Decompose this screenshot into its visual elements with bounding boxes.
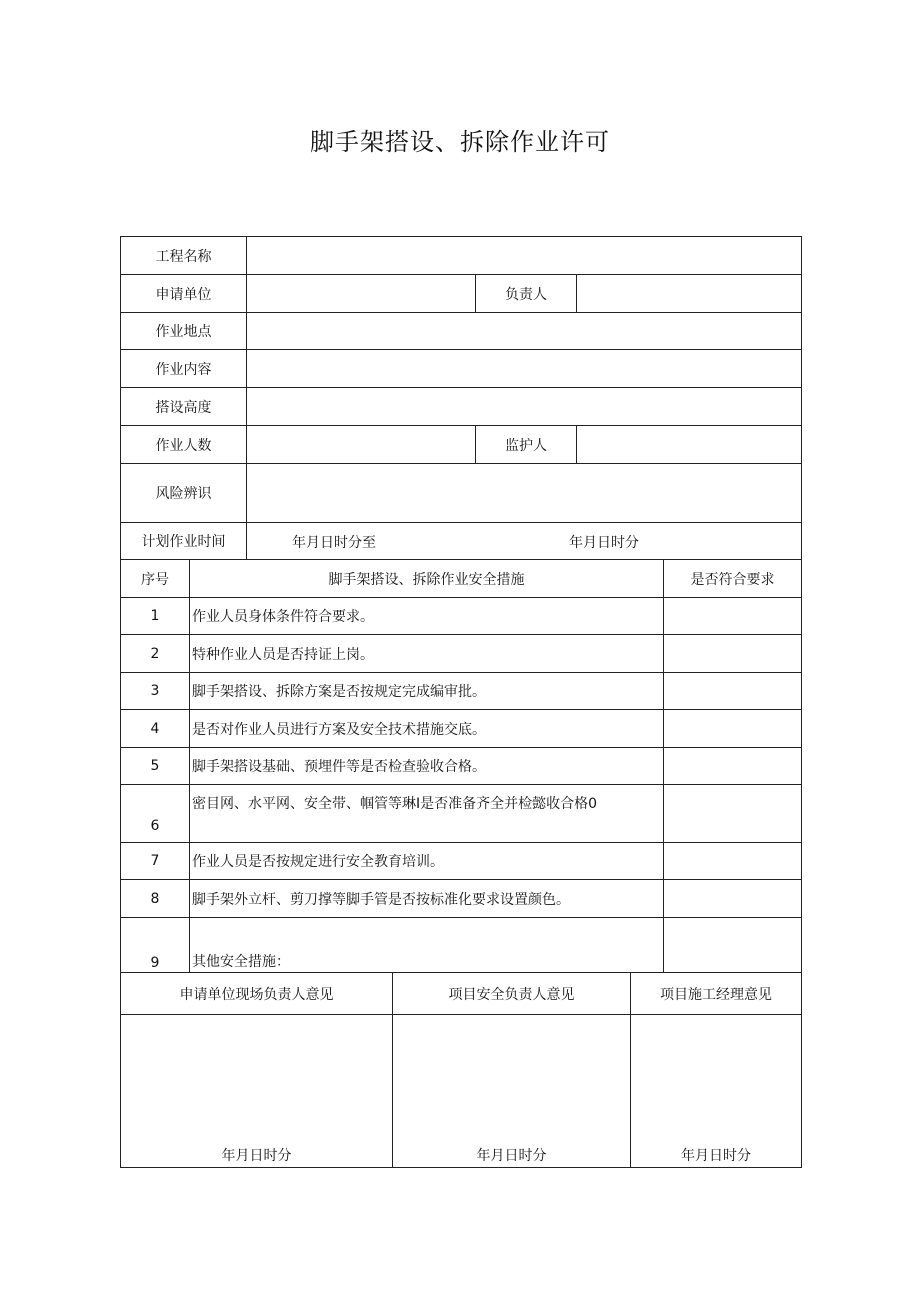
applicant-onsite-head-opinion-field[interactable]	[121, 1015, 393, 1168]
planned-time-to: 年月日时分	[569, 535, 639, 551]
form-title: 脚手架搭设、拆除作业许可	[310, 128, 610, 156]
measure-no: 1	[121, 598, 190, 635]
measure-text: 其他安全措施：	[190, 918, 664, 973]
work-location-label: 作业地点	[121, 313, 247, 350]
project-name-label: 工程名称	[121, 237, 247, 275]
worker-count-field[interactable]	[247, 426, 476, 464]
measure-no: 3	[121, 673, 190, 710]
project-construction-manager-date: 年月日时分	[681, 1148, 751, 1164]
measure-compliant-field[interactable]	[664, 710, 802, 748]
applicant-onsite-head-date: 年月日时分	[221, 1148, 292, 1164]
measure-no: 7	[121, 843, 190, 880]
project-safety-head-label: 项目安全负责人意见	[393, 973, 631, 1015]
measure-no: 4	[121, 710, 190, 748]
measure-no: 6	[121, 785, 190, 843]
table-row	[121, 785, 802, 843]
work-content-field[interactable]	[247, 350, 802, 388]
measure-text: 脚手架搭设基础、预埋件等是否检查验收合格。	[190, 748, 664, 785]
measure-text: 密目网、水平网、安全带、帼管等琳I是否准备齐全并检懿收合格0	[190, 785, 664, 843]
measure-compliant-field[interactable]	[664, 918, 802, 973]
table-row	[121, 710, 802, 748]
measure-compliant-field[interactable]	[664, 635, 802, 673]
project-safety-head-opinion-field[interactable]	[393, 1015, 631, 1168]
measure-compliant-field[interactable]	[664, 748, 802, 785]
table-row	[121, 673, 802, 710]
project-construction-manager-label: 项目施工经理意见	[631, 973, 802, 1015]
measure-text: 作业人员是否按规定进行安全教育培训。	[190, 843, 664, 880]
measure-text: 脚手架外立杆、剪刀撑等脚手管是否按标准化要求设置颜色。	[190, 880, 664, 918]
erection-height-label: 搭设高度	[121, 388, 247, 426]
measures-header-measure: 脚手架搭设、拆除作业安全措施	[190, 560, 664, 598]
measure-compliant-field[interactable]	[664, 673, 802, 710]
measure-compliant-field[interactable]	[664, 880, 802, 918]
applicant-unit-label: 申请单位	[121, 275, 247, 313]
table-row	[121, 843, 802, 880]
approval-opinions-table	[120, 972, 802, 1168]
measure-compliant-field[interactable]	[664, 843, 802, 880]
measure-no: 8	[121, 880, 190, 918]
table-row	[121, 598, 802, 635]
person-in-charge-label: 负责人	[476, 275, 577, 313]
applicant-unit-field[interactable]	[247, 275, 476, 313]
planned-time-field[interactable]	[247, 523, 802, 560]
supervisor-label: 监护人	[476, 426, 577, 464]
table-row	[121, 635, 802, 673]
supervisor-field[interactable]	[577, 426, 802, 464]
risk-identification-label: 风险辨识	[121, 464, 247, 523]
applicant-onsite-head-label: 申请单位现场负责人意见	[121, 973, 393, 1015]
erection-height-field[interactable]	[247, 388, 802, 426]
planned-time-label: 计划作业时间	[121, 523, 247, 560]
measure-compliant-field[interactable]	[664, 785, 802, 843]
measures-header-compliant: 是否符合要求	[664, 560, 802, 598]
measure-no: 5	[121, 748, 190, 785]
measure-text: 作业人员身体条件符合要求。	[190, 598, 664, 635]
planned-time-from: 年月日时分至	[292, 535, 376, 551]
measures-header-no: 序号	[121, 560, 190, 598]
safety-measures-table	[120, 559, 802, 973]
table-row	[121, 918, 802, 973]
work-content-label: 作业内容	[121, 350, 247, 388]
measure-text: 特种作业人员是否持证上岗。	[190, 635, 664, 673]
measure-compliant-field[interactable]	[664, 598, 802, 635]
table-row	[121, 748, 802, 785]
measure-no: 2	[121, 635, 190, 673]
measure-no: 9	[121, 918, 190, 973]
project-construction-manager-opinion-field[interactable]	[631, 1015, 802, 1168]
person-in-charge-field[interactable]	[577, 275, 802, 313]
project-safety-head-date: 年月日时分	[476, 1148, 547, 1164]
project-name-field[interactable]	[247, 237, 802, 275]
project-info-table	[120, 236, 802, 560]
worker-count-label: 作业人数	[121, 426, 247, 464]
measure-text: 是否对作业人员进行方案及安全技术措施交底。	[190, 710, 664, 748]
measure-text: 脚手架搭设、拆除方案是否按规定完成编审批。	[190, 673, 664, 710]
work-location-field[interactable]	[247, 313, 802, 350]
table-row	[121, 880, 802, 918]
risk-identification-field[interactable]	[247, 464, 802, 523]
